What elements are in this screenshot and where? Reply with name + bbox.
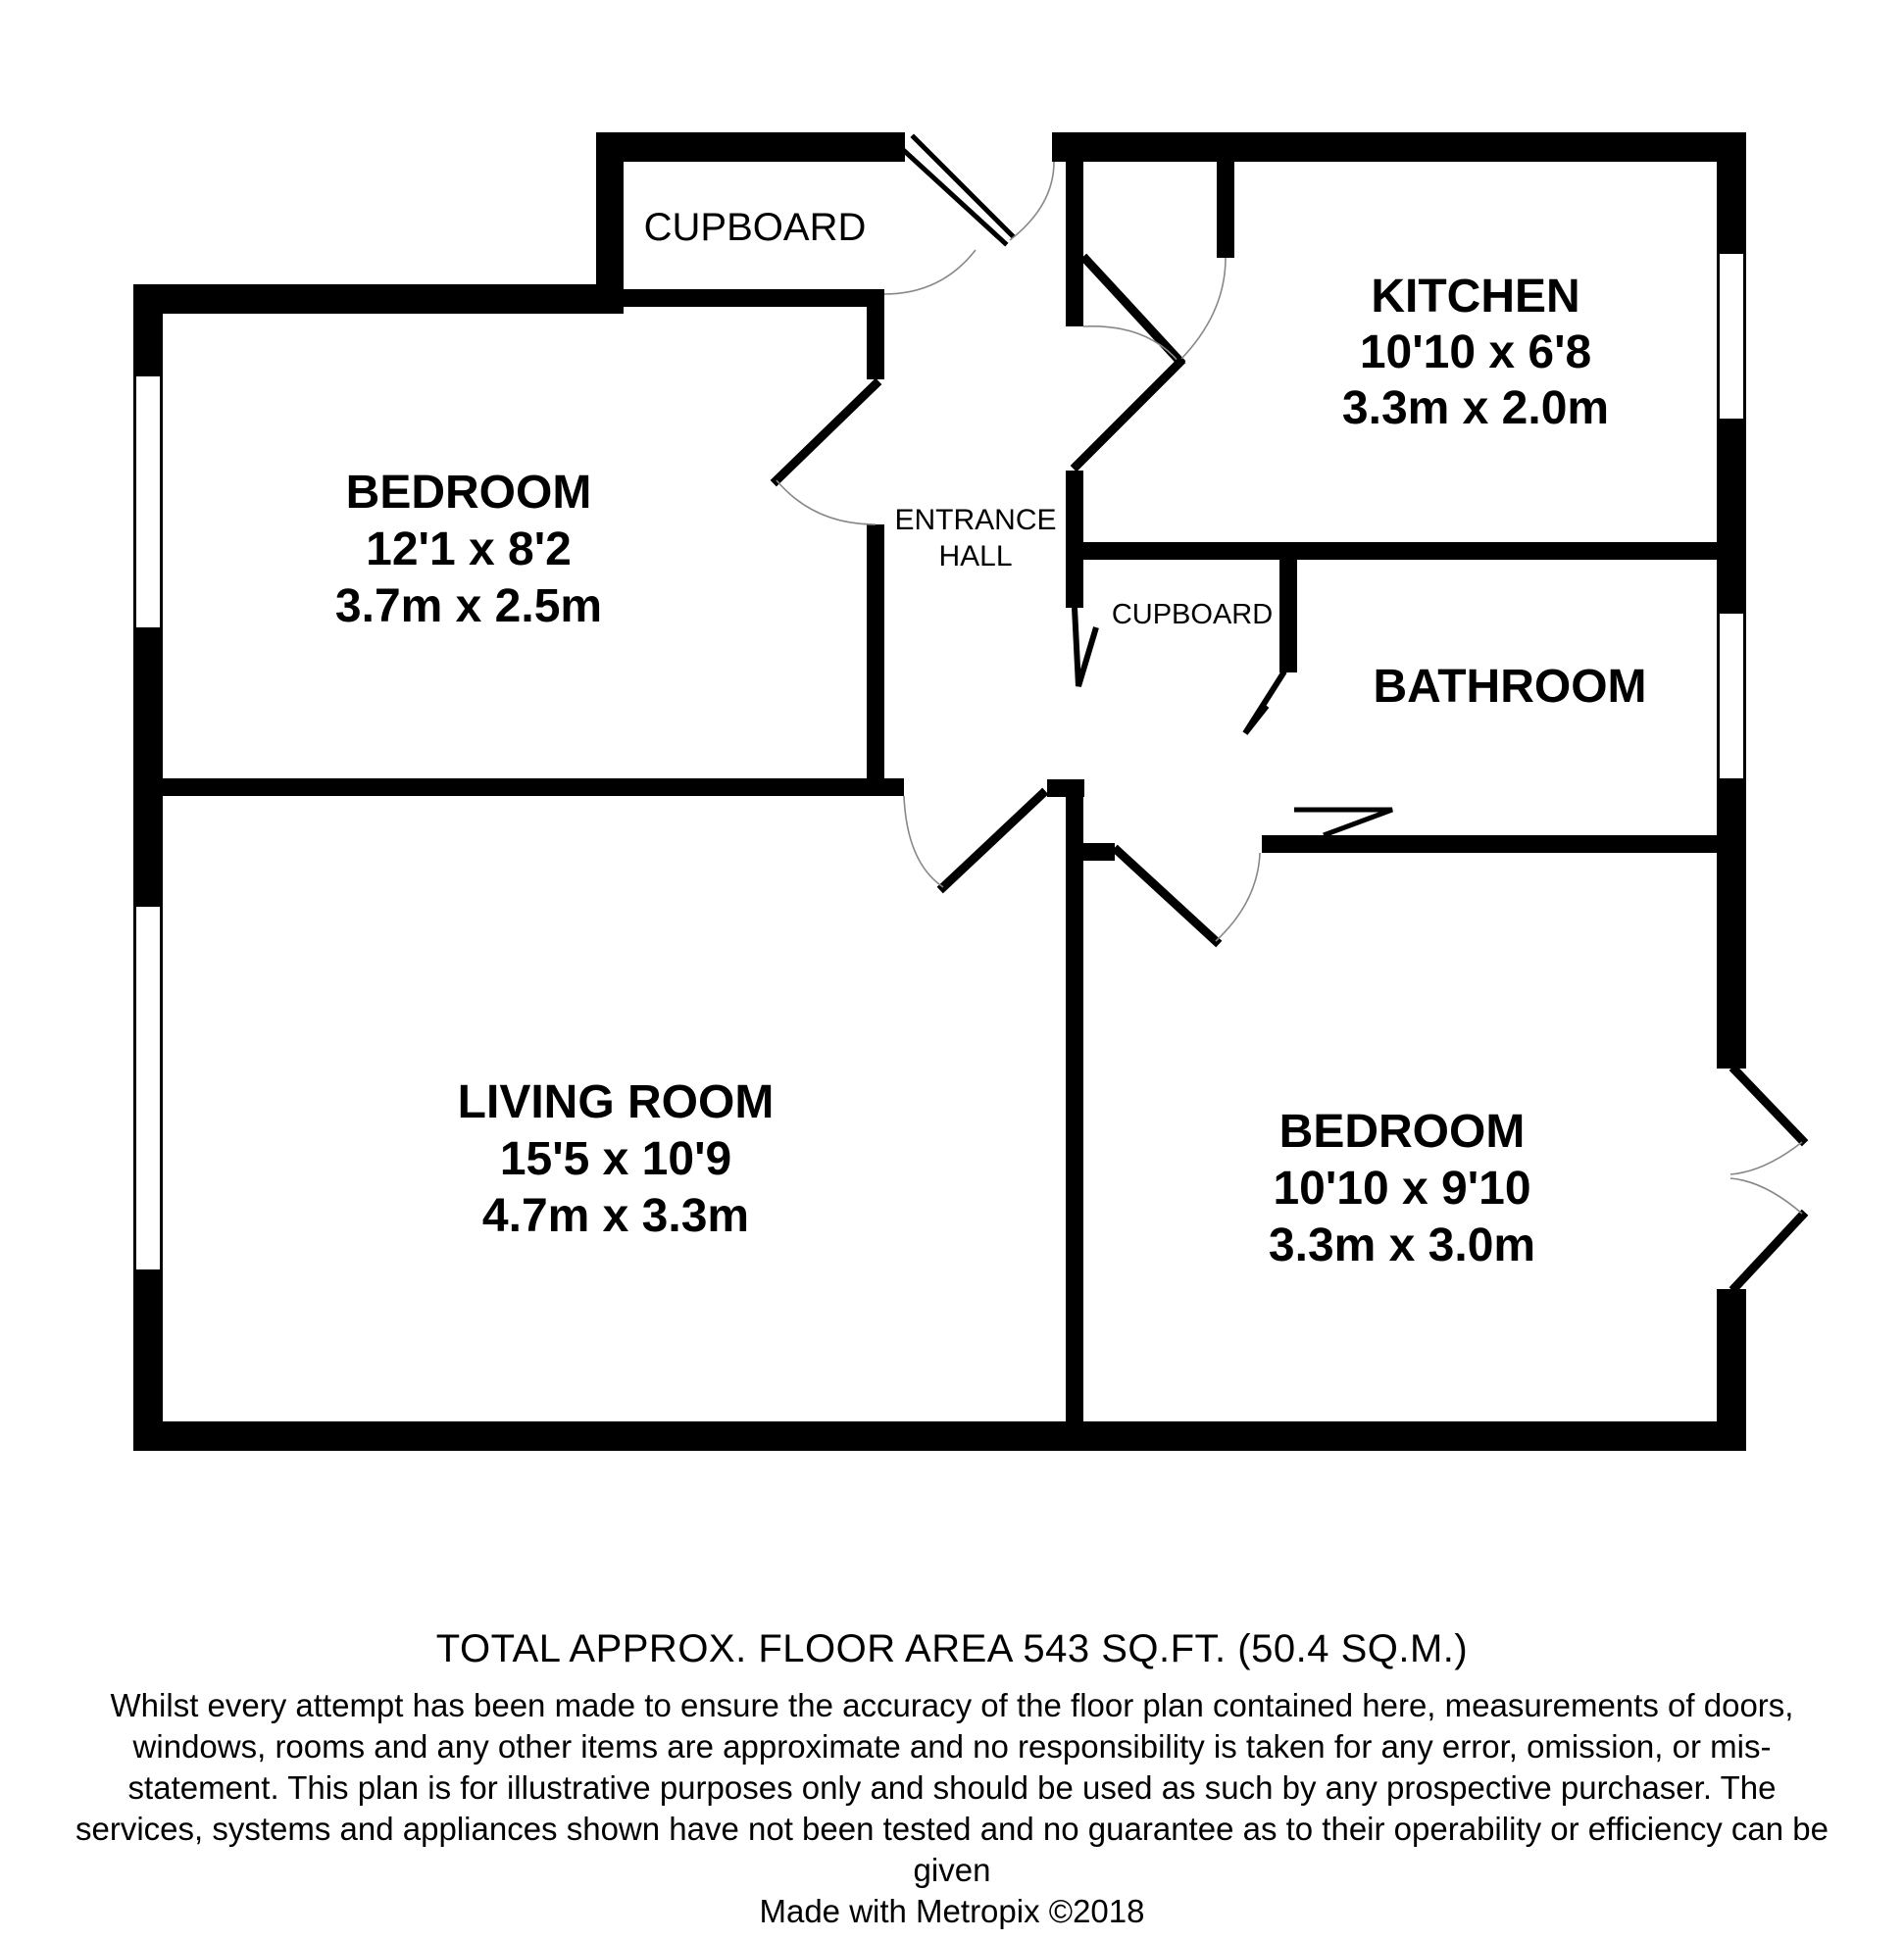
living-metric: 4.7m x 3.3m xyxy=(481,1190,750,1242)
wall-kitchen-left-upper xyxy=(1066,162,1083,326)
entrance-door-leaf xyxy=(900,147,1005,243)
living-door xyxy=(943,794,1042,887)
bedroom1-door xyxy=(777,384,876,480)
cupboard-door-mark xyxy=(1075,608,1096,686)
bedroom2-imperial: 10'10 x 9'10 xyxy=(1273,1163,1531,1215)
bedroom1-imperial: 12'1 x 8'2 xyxy=(366,523,572,575)
wall-top-left xyxy=(133,284,624,314)
bedroom1-name: BEDROOM xyxy=(345,467,592,519)
bathroom-threshold-mark xyxy=(1294,810,1392,835)
wall-bedroom1-bottom xyxy=(163,778,904,796)
bedroom2-metric: 3.3m x 3.0m xyxy=(1268,1219,1536,1271)
bedroom2-door-swing xyxy=(1216,853,1260,941)
wall-bedroom1-right-upper xyxy=(867,289,884,379)
window-bathroom xyxy=(1719,613,1744,779)
window-bedroom1 xyxy=(135,375,161,628)
wall-cupboard-top xyxy=(596,132,905,162)
wall-top-right xyxy=(1052,132,1746,162)
bedroom1-door-swing xyxy=(777,480,876,524)
wall-kitchen-bottom xyxy=(1083,542,1717,560)
bathroom-door-mark xyxy=(1245,672,1284,733)
entrance-hall-label-line1: ENTRANCE xyxy=(894,504,1057,536)
wall-kitchen-left-lower xyxy=(1066,471,1083,608)
wall-cupboard-bath xyxy=(1279,560,1297,672)
wall-bedroom1-top xyxy=(624,289,884,307)
cupboard-mid-label: CUPBOARD xyxy=(1111,599,1274,630)
kitchen-door-swing xyxy=(1179,258,1226,361)
wall-hall-stub xyxy=(1083,843,1115,861)
bedroom2-door xyxy=(1118,851,1216,941)
kitchen-door-hall xyxy=(1077,363,1179,466)
bathroom-name: BATHROOM xyxy=(1373,661,1647,713)
window-kitchen xyxy=(1719,253,1744,420)
kitchen-imperial: 10'10 x 6'8 xyxy=(1359,326,1592,378)
window-living xyxy=(135,906,161,1270)
room-labels xyxy=(335,206,1647,1271)
bedroom1-metric: 3.7m x 2.5m xyxy=(334,580,603,632)
wall-living-right xyxy=(1066,779,1083,1431)
living-door-swing xyxy=(904,796,943,887)
kitchen-metric: 3.3m x 2.0m xyxy=(1341,382,1610,434)
cupboard-top-label: CUPBOARD xyxy=(643,206,867,249)
wall-bedroom1-right-lower xyxy=(867,524,884,794)
footer xyxy=(0,1627,1904,1932)
wall-bathroom-bottom xyxy=(1262,835,1717,853)
entrance-hall-label-line2: HALL xyxy=(938,540,1013,572)
living-imperial: 15'5 x 10'9 xyxy=(499,1133,732,1185)
entrance-door-leaf xyxy=(914,137,1012,235)
bedroom2-name: BEDROOM xyxy=(1278,1106,1526,1158)
cupboard-door-swing xyxy=(884,250,976,294)
total-floor-area: TOTAL APPROX. FLOOR AREA 543 SQ.FT. (50.4 SQ.M.) xyxy=(435,1627,1469,1670)
wall-kitchen-stub xyxy=(1217,162,1234,258)
living-name: LIVING ROOM xyxy=(457,1076,775,1128)
disclaimer-text: Whilst every attempt has been made to ensure the accuracy of the floor plan contained here, measurements of doors, windows, rooms and any other items are approximate and no responsibility is taken for any error, omission, or mis-statement. This plan is for illustrative purposes only and should be used as such by any prospective purchaser. The services, systems and appliances shown have not been tested and no guarantee as to their operability or efficiency can be given xyxy=(75,1687,1829,1888)
credit-text: Made with Metropix ©2018 xyxy=(759,1893,1145,1929)
entrance-door-swing xyxy=(1010,162,1054,240)
kitchen-door xyxy=(1086,260,1179,361)
wall-bottom xyxy=(133,1421,1746,1451)
kitchen-name: KITCHEN xyxy=(1371,271,1580,323)
